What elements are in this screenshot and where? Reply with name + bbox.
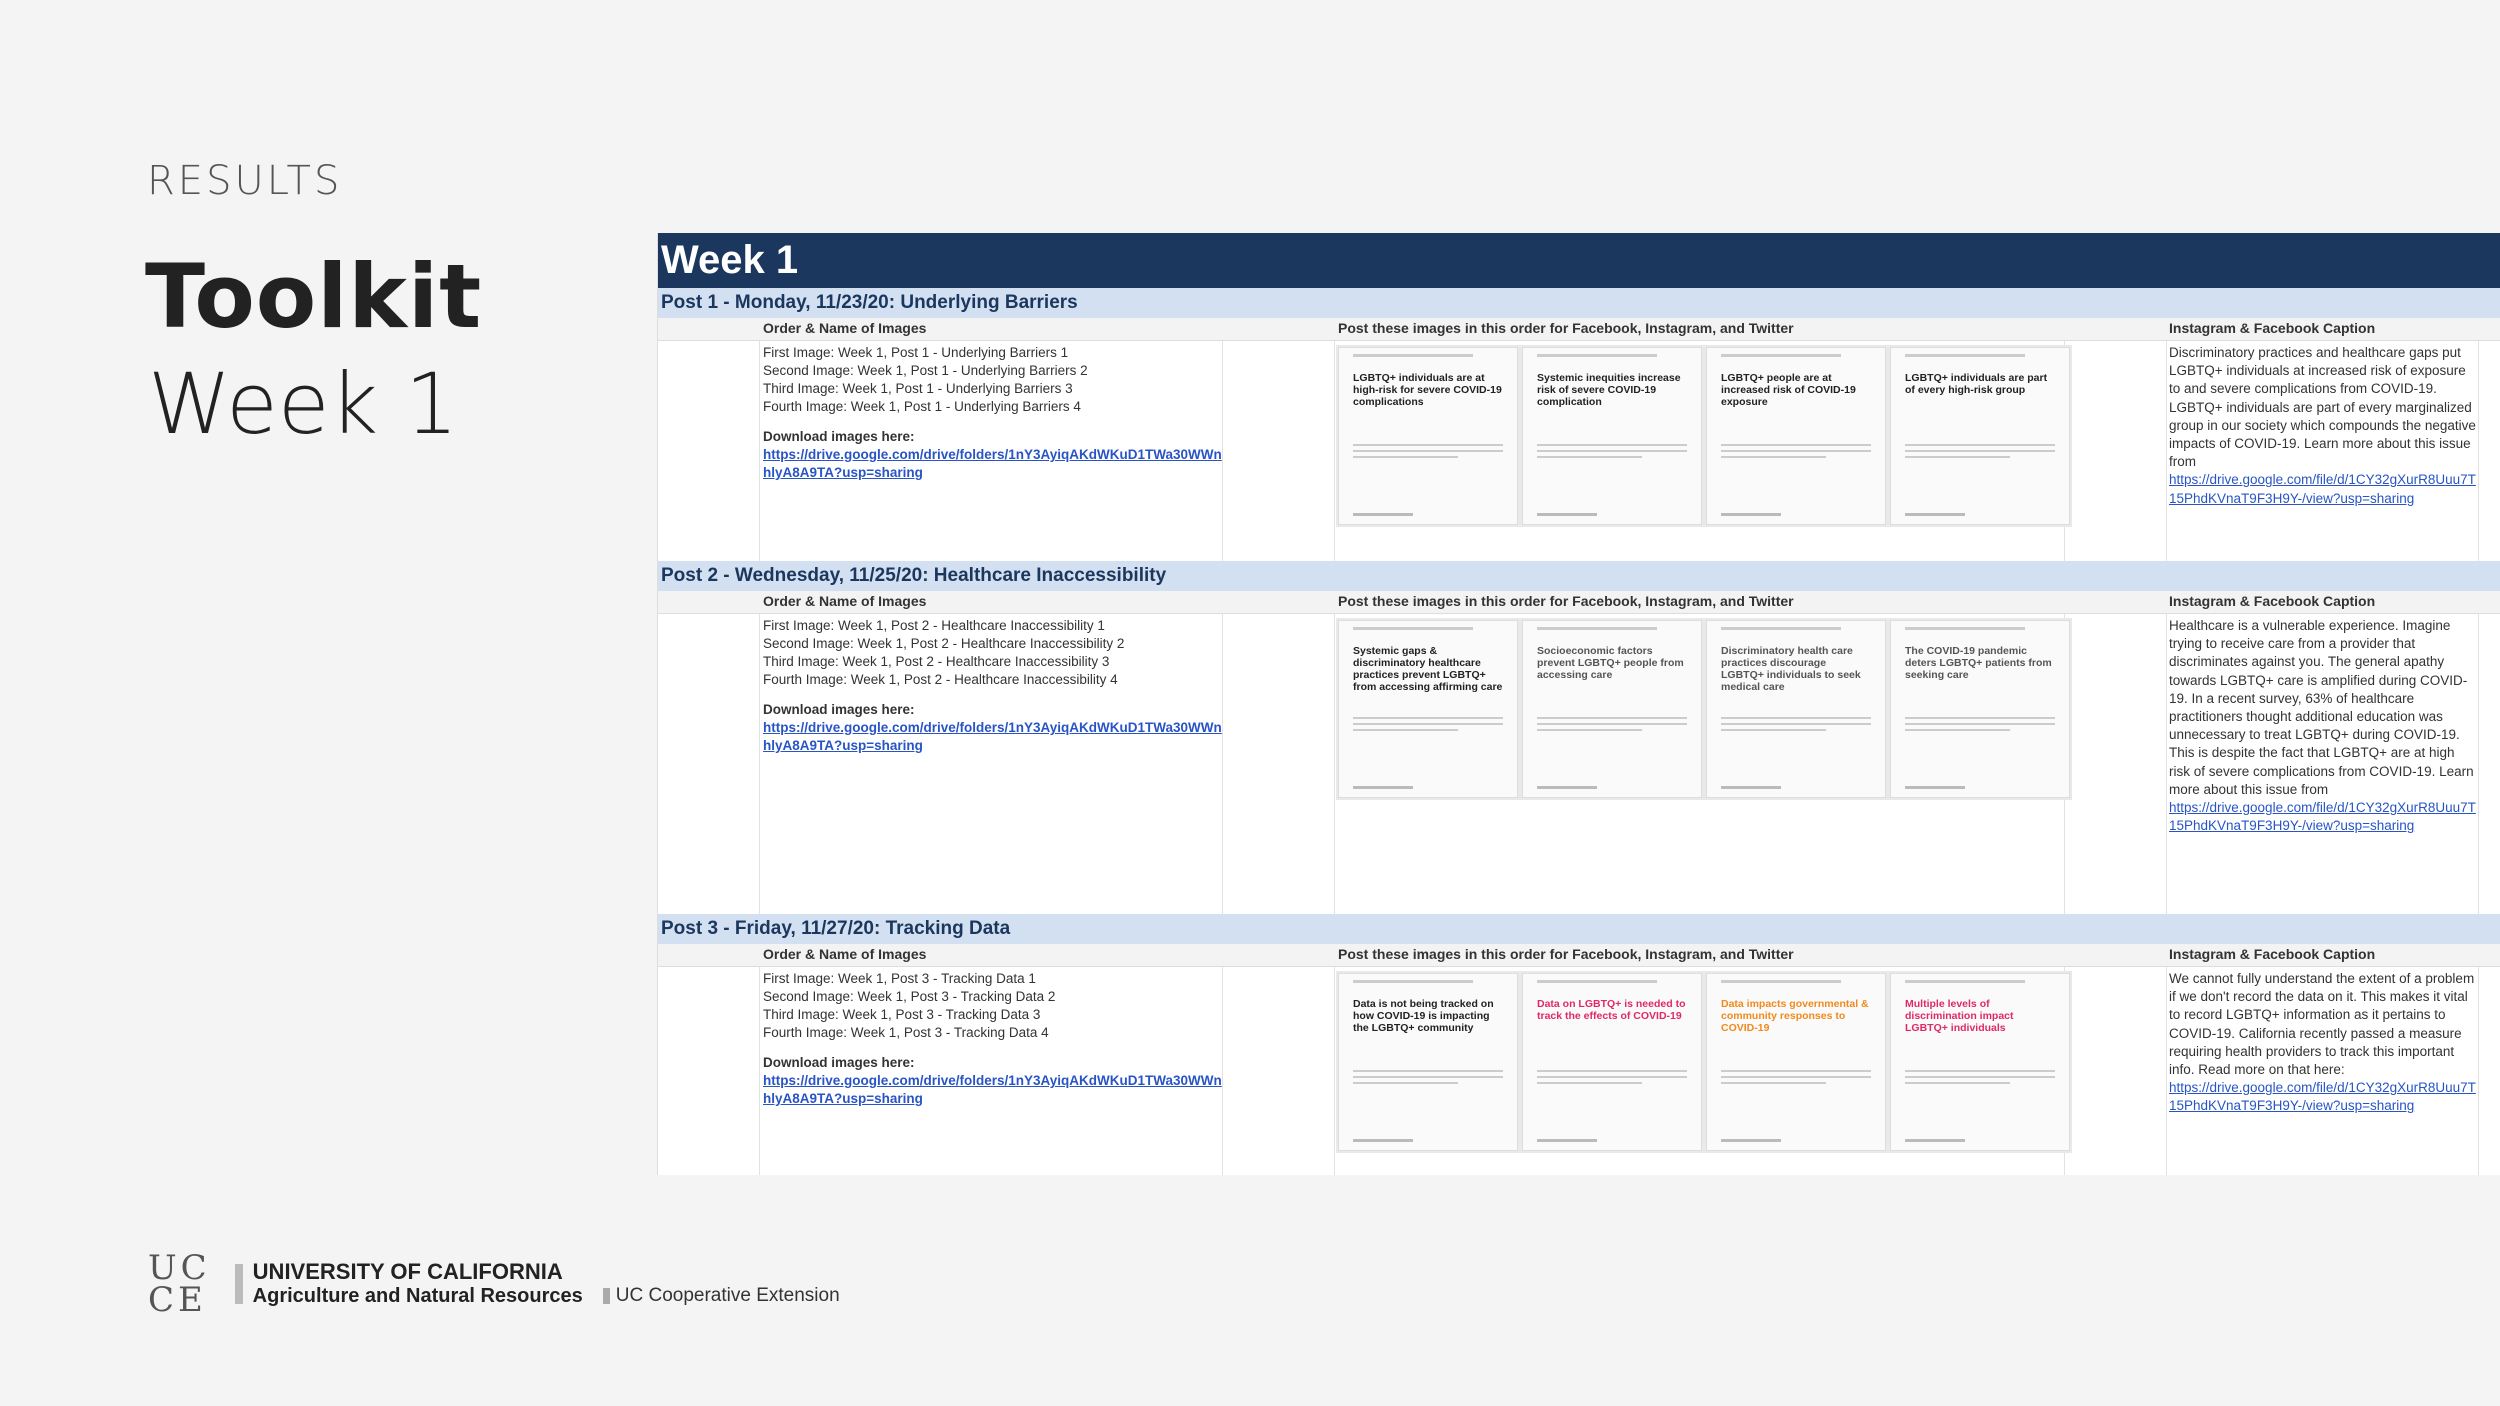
image-name: Fourth Image: Week 1, Post 3 - Tracking Data 4 [763, 1025, 1049, 1040]
post-title: Post 2 - Wednesday, 11/25/20: Healthcare Inaccessibility [658, 561, 2500, 591]
caption: We cannot fully understand the extent of a problem if we don't record the data on it. This makes it vital to record LGBTQ+ information as it pertains to COVID-19. California recently passed a measure requiring health providers to track this important info. Read more on that here: https://drive.google.com/file/d/1CY32gXurR8Uuu7T15PhdKVnaT9F3H9Y-/view?usp=sharing [2169, 970, 2479, 1116]
caption: Healthcare is a vulnerable experience. Imagine trying to receive care from a provider that discriminates against you. The general apathy towards LGBTQ+ care is amplified during COVID-19. In a recent survey, 63% of healthcare practitioners thought additional education was unnecessary to treat LGBTQ+ during COVID-19. This is despite the fact that LGBTQ+ are at high risk of severe complications from COVID-19. Learn more about this issue from https://drive.google.com/file/d/1CY32gXurR8Uuu7T15PhdKVnaT9F3H9Y-/view?usp=sharing [2169, 617, 2479, 835]
col-order: Order & Name of Images [763, 946, 927, 962]
thumbnail [1890, 620, 2070, 798]
col-order: Order & Name of Images [763, 593, 927, 609]
slide-title: Toolkit [145, 245, 483, 348]
col-caption: Instagram & Facebook Caption [2169, 946, 2376, 962]
thumbnail [1890, 973, 2070, 1151]
image-name: Fourth Image: Week 1, Post 2 - Healthcare Inaccessibility 4 [763, 672, 1118, 687]
download-link[interactable]: https://drive.google.com/drive/folders/1nY3AyiqAKdWKuD1TWa30WWnhlyA8A9TA?usp=sharing [763, 1073, 1222, 1106]
image-name: First Image: Week 1, Post 2 - Healthcare Inaccessibility 1 [763, 618, 1105, 633]
image-name: Third Image: Week 1, Post 2 - Healthcare Inaccessibility 3 [763, 654, 1110, 669]
image-thumbnails [1336, 618, 2072, 800]
image-name: Fourth Image: Week 1, Post 1 - Underlying Barriers 4 [763, 399, 1081, 414]
caption-link[interactable]: https://drive.google.com/file/d/1CY32gXurR8Uuu7T15PhdKVnaT9F3H9Y-/view?usp=sharing [2169, 1080, 2476, 1114]
image-name: Third Image: Week 1, Post 3 - Tracking Data 3 [763, 1007, 1041, 1022]
col-caption: Instagram & Facebook Caption [2169, 320, 2376, 336]
uc-extension: UC Cooperative Extension [615, 1285, 840, 1306]
thumbnail-title: Data on LGBTQ+ is needed to track the effects of COVID-19 [1537, 998, 1686, 1022]
download-label: Download images here: [763, 1055, 915, 1070]
post-row [658, 614, 2500, 914]
column-header-row [658, 591, 2500, 614]
thumbnail [1338, 973, 1518, 1151]
col-images: Post these images in this order for Facebook, Instagram, and Twitter [1338, 946, 1794, 962]
thumbnail [1522, 347, 1702, 525]
thumbnail-title: Socioeconomic factors prevent LGBTQ+ people from accessing care [1537, 645, 1684, 681]
thumbnail-title: Systemic gaps & discriminatory healthcare practices prevent LGBTQ+ from accessing affirming care [1353, 645, 1503, 693]
image-name: Third Image: Week 1, Post 1 - Underlying Barriers 3 [763, 381, 1073, 396]
eyebrow: RESULTS [147, 158, 343, 204]
ext-divider [603, 1288, 610, 1304]
uc-name: UNIVERSITY OF CALIFORNIA [252, 1259, 563, 1284]
image-name: Second Image: Week 1, Post 2 - Healthcare Inaccessibility 2 [763, 636, 1125, 651]
col-order: Order & Name of Images [763, 320, 927, 336]
download-label: Download images here: [763, 702, 915, 717]
image-name: First Image: Week 1, Post 3 - Tracking Data 1 [763, 971, 1036, 986]
column-header-row [658, 944, 2500, 967]
column-header-row [658, 318, 2500, 341]
week-header: Week 1 [658, 233, 2500, 288]
post-row [658, 341, 2500, 561]
thumbnail [1522, 973, 1702, 1151]
col-images: Post these images in this order for Facebook, Instagram, and Twitter [1338, 593, 1794, 609]
logo-divider [235, 1264, 243, 1304]
image-names [763, 970, 1223, 1108]
thumbnail-title: The COVID-19 pandemic deters LGBTQ+ patients from seeking care [1905, 645, 2052, 681]
thumbnail [1522, 620, 1702, 798]
thumbnail-title: Data impacts governmental & community responses to COVID-19 [1721, 998, 1869, 1034]
caption-link[interactable]: https://drive.google.com/file/d/1CY32gXurR8Uuu7T15PhdKVnaT9F3H9Y-/view?usp=sharing [2169, 800, 2476, 834]
slide-subtitle: Week 1 [148, 355, 459, 453]
thumbnail [1338, 620, 1518, 798]
ucce-monogram: UC CE [148, 1248, 211, 1320]
col-caption: Instagram & Facebook Caption [2169, 593, 2376, 609]
thumbnail [1338, 347, 1518, 525]
image-name: First Image: Week 1, Post 1 - Underlying Barriers 1 [763, 345, 1069, 360]
thumbnail [1706, 620, 1886, 798]
caption-link[interactable]: https://drive.google.com/file/d/1CY32gXurR8Uuu7T15PhdKVnaT9F3H9Y-/view?usp=sharing [2169, 472, 2476, 506]
thumbnail-title: LGBTQ+ individuals are part of every high-risk group [1905, 372, 2048, 396]
caption: Discriminatory practices and healthcare gaps put LGBTQ+ individuals at increased risk of exposure to and severe complications from COVID-19. LGBTQ+ individuals are part of every marginalized group in our society which compounds the negative impacts of COVID-19. Learn more about this issue from https://drive.google.com/file/d/1CY32gXurR8Uuu7T15PhdKVnaT9F3H9Y-/view?usp=sharing [2169, 344, 2479, 508]
footer-logo [148, 1248, 840, 1320]
post-title: Post 3 - Friday, 11/27/20: Tracking Data [658, 914, 2500, 944]
thumbnail-title: Discriminatory health care practices discourage LGBTQ+ individuals to seek medical care [1721, 645, 1861, 693]
thumbnail-title: Systemic inequities increase risk of severe COVID-19 complication [1537, 372, 1681, 408]
image-thumbnails [1336, 971, 2072, 1153]
download-link[interactable]: https://drive.google.com/drive/folders/1nY3AyiqAKdWKuD1TWa30WWnhlyA8A9TA?usp=sharing [763, 720, 1222, 753]
thumbnail-title: Multiple levels of discrimination impact LGBTQ+ individuals [1905, 998, 2014, 1034]
download-link[interactable]: https://drive.google.com/drive/folders/1nY3AyiqAKdWKuD1TWa30WWnhlyA8A9TA?usp=sharing [763, 447, 1222, 480]
download-label: Download images here: [763, 429, 915, 444]
thumbnail [1706, 347, 1886, 525]
thumbnail [1890, 347, 2070, 525]
image-thumbnails [1336, 345, 2072, 527]
image-name: Second Image: Week 1, Post 3 - Tracking Data 2 [763, 989, 1056, 1004]
post-row [658, 967, 2500, 1175]
image-names [763, 617, 1223, 755]
uc-anr: Agriculture and Natural Resources [252, 1285, 583, 1307]
thumbnail-title: Data is not being tracked on how COVID-19 is impacting the LGBTQ+ community [1353, 998, 1494, 1034]
post-title: Post 1 - Monday, 11/23/20: Underlying Barriers [658, 288, 2500, 318]
col-images: Post these images in this order for Facebook, Instagram, and Twitter [1338, 320, 1794, 336]
image-names [763, 344, 1223, 482]
thumbnail-title: LGBTQ+ individuals are at high-risk for severe COVID-19 complications [1353, 372, 1502, 408]
thumbnail-title: LGBTQ+ people are at increased risk of COVID-19 exposure [1721, 372, 1856, 408]
thumbnail [1706, 973, 1886, 1151]
spreadsheet-screenshot [657, 233, 2500, 1175]
image-name: Second Image: Week 1, Post 1 - Underlying Barriers 2 [763, 363, 1088, 378]
